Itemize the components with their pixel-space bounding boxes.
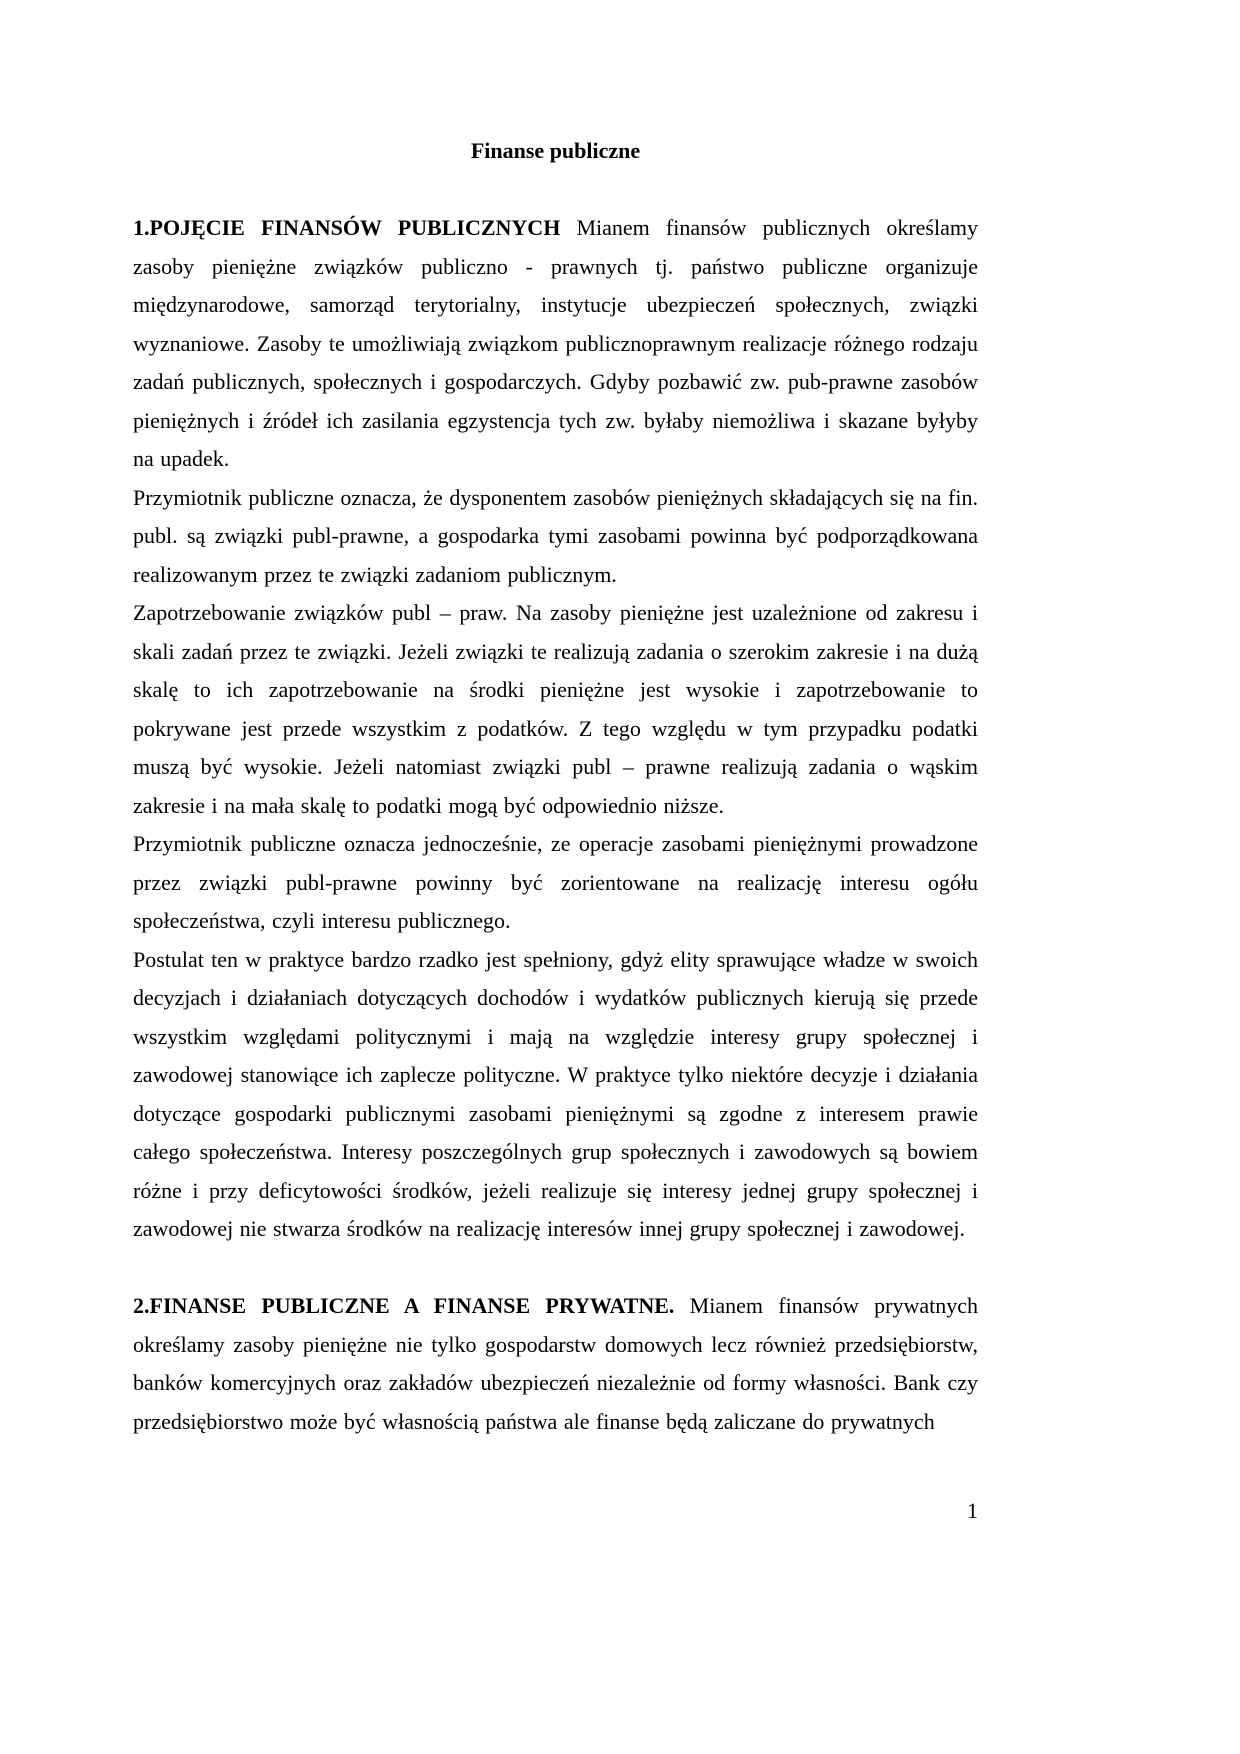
paragraph-5-text: Postulat ten w praktyce bardzo rzadko jest spełniony, gdyż elity sprawujące władze w swoich decyzjach i działaniach dotyczących dochodów i wydatków publicznych kierują się przede wszystkim względami politycznymi i mają na względzie interesy grupy społecznej i zawodowej stanowiące ich zaplecze polityczne. W praktyce tylko niektóre decyzje i działania dotyczące gospodarki publicznymi zasobami pieniężnymi są zgodne z interesem prawie całego społeczeństwa. Interesy poszczególnych grup społecznych i zawodowych są bowiem różne i przy deficytowości środków, jeżeli realizuje się interesy jednej grupy społecznej i zawodowej nie stwarza środków na realizację interesów innej grupy społecznej i zawodowej. — [133, 946, 978, 1241]
paragraph-5 — [133, 941, 978, 1249]
document-title: Finanse publiczne — [470, 138, 641, 163]
paragraph-3-text: Zapotrzebowanie związków publ – praw. Na zasoby pieniężne jest uzależnione od zakresu i skali zadań przez te związki. Jeżeli związki te realizują zadania o szerokim zakresie i na dużą skalę to ich zapotrzebowanie na środki pieniężne jest wysokie i zapotrzebowanie to pokrywane jest przede wszystkim z podatków. Z tego względu w tym przypadku podatki muszą być wysokie. Jeżeli natomiast związki publ – prawne realizują zadania o wąskim zakresie i na mała skalę to podatki mogą być odpowiednio niższe. — [133, 600, 978, 818]
paragraph-1-text: Mianem finansów publicznych określamy zasoby pieniężne związków publiczno - prawnych tj. państwo publiczne organizuje międzynarodowe, samorząd terytorialny, instytucje ubezpieczeń społecznych, związki wyznaniowe. Zasoby te umożliwiają związkom publicznoprawnym realizacje różnego rodzaju zadań publicznych, społecznych i gospodarczych. Gdyby pozbawić zw. pub-prawne zasobów pieniężnych i źródeł ich zasilania egzystencja tych zw. byłaby niemożliwa i skazane byłyby na upadek. — [133, 215, 978, 471]
paragraph-6 — [133, 1287, 978, 1441]
paragraph-6-text: Mianem finansów prywatnych określamy zasoby pieniężne nie tylko gospodarstw domowych lecz również przedsiębiorstw, banków komercyjnych oraz zakładów ubezpieczeń niezależnie od formy własności. Bank czy przedsiębiorstwo może być własnością państwa ale finanse będą zaliczane do prywatnych — [133, 1293, 978, 1434]
section-heading-2: 2.FINANSE PUBLICZNE A FINANSE PRYWATNE. — [133, 1293, 675, 1318]
document-content — [133, 132, 978, 1441]
paragraph-3 — [133, 594, 978, 825]
paragraph-4-text: Przymiotnik publiczne oznacza jednocześnie, ze operacje zasobami pieniężnymi prowadzone przez związki publ-prawne powinny być zorientowane na realizację interesu ogółu społeczeństwa, czyli interesu publicznego. — [133, 831, 978, 933]
paragraph-4 — [133, 825, 978, 941]
paragraph-2-text: Przymiotnik publiczne oznacza, że dysponentem zasobów pieniężnych składających się na fin. publ. są związki publ-prawne, a gospodarka tymi zasobami powinna być podporządkowana realizowanym przez te związki zadaniom publicznym. — [133, 484, 978, 587]
page-number: 1 — [967, 1498, 978, 1523]
section-heading-1: 1.POJĘCIE FINANSÓW PUBLICZNYCH — [133, 215, 561, 240]
paragraph-2 — [133, 479, 978, 595]
paragraph-1 — [133, 209, 978, 479]
